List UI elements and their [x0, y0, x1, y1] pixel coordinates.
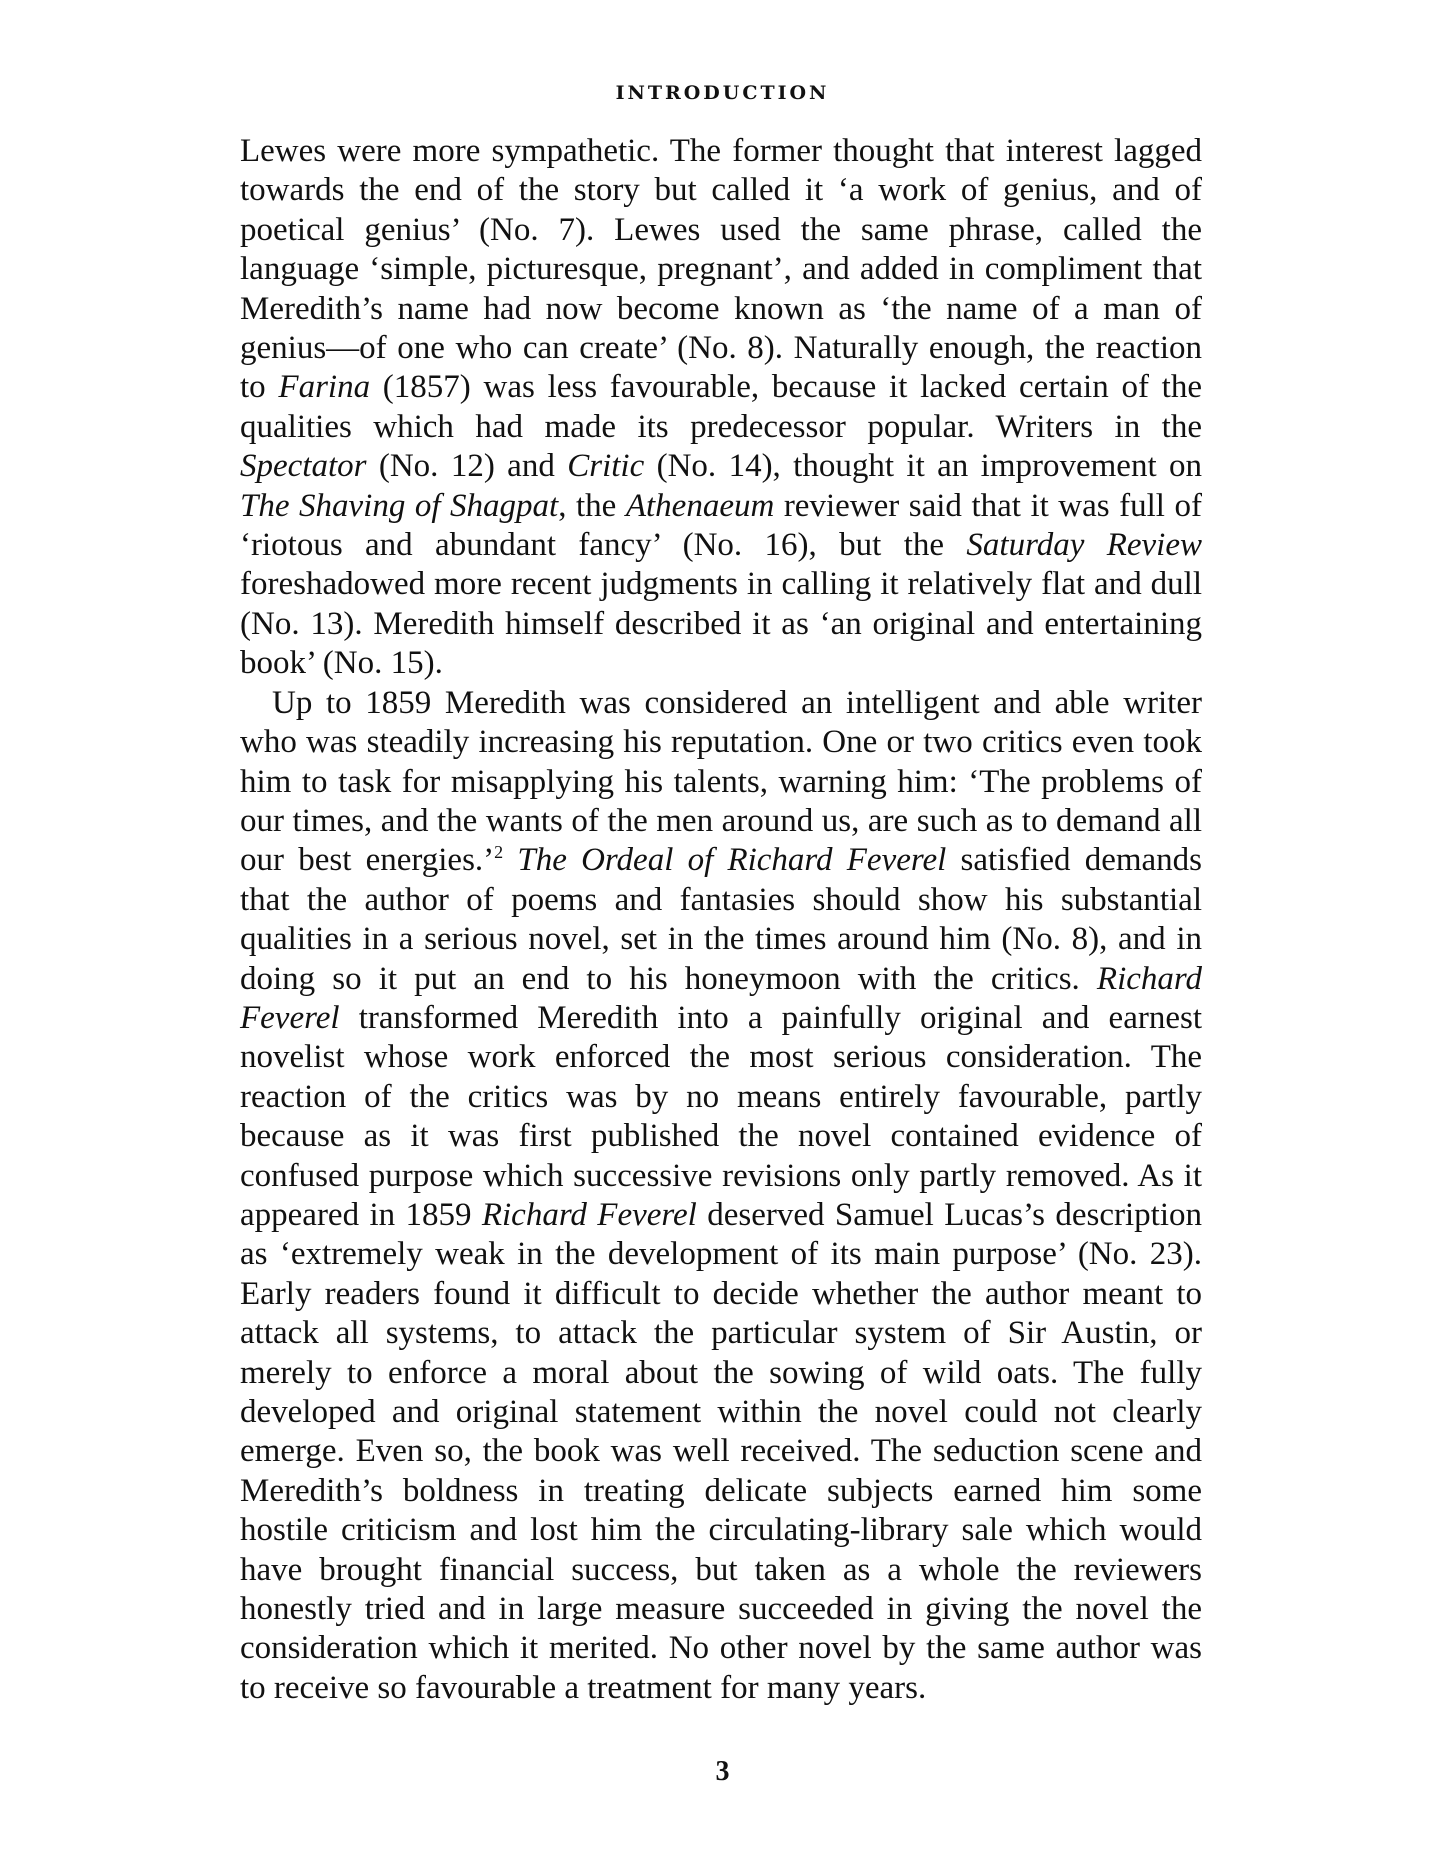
text-run: foreshadowed more recent judgments in calling it relatively flat and dull (No. 13). Meredith himself described it as ‘an original and entertaining book’ (No. 15). [240, 566, 1202, 682]
paragraph-1 [240, 132, 1202, 684]
text-run: Up to 1859 Meredith was considered an intelligent and able writer who was steadily increasing his reputation. One or two critics even took him to task for misapplying his talents, warning him: ‘The problems of our times, and the wants of the men around us, are such as to demand all our best energies.’ [240, 684, 1202, 879]
text-run: satisfied demands that the author of poems and fantasies should show his substantial qualities in a serious novel, set in the times around him (No. 8), and in doing so it put an end to his honeymoon with the critics. [240, 842, 1203, 997]
footnote-marker: 2 [494, 842, 504, 863]
title-spectator: Spectator [240, 448, 367, 485]
text-run: (No. 12) and [366, 448, 568, 485]
text-run: , the [558, 487, 626, 524]
title-richard-feverel: Richard Feverel [240, 960, 1202, 1036]
running-head: INTRODUCTION [615, 82, 830, 104]
title-shaving-of-shagpat: The Shaving of Shagpat [240, 487, 559, 524]
text-run: (No. 14), thought it an improvement on [644, 448, 1202, 485]
text-run: deserved Samuel Lucas’s description as ‘extremely weak in the development of its main purpose’ (No. 23). Early readers found it difficult to decide whether the author meant to attack all systems, to attack the particular system of Sir Austin, or merely to enforce a moral about the sowing of wild oats. The fully developed and original statement within the novel could not clearly emerge. Even so, the book was well received. The seduction scene and Meredith’s boldness in treating delicate subjects earned him some hostile criticism and lost him the circulating-library sale which would have brought financial success, but taken as a whole the reviewers honestly tried and in large measure succeeded in giving the novel the consideration which it merited. No other novel by the same author was to receive so favourable a treatment for many years. [240, 1196, 1202, 1706]
title-athenaeum: Athenaeum [625, 487, 775, 524]
text-run: reviewer said that it was full of ‘riotous and abundant fancy’ (No. 16), but the [240, 487, 1202, 564]
text-run: Lewes were more sympathetic. The former thought that interest lagged towards the end of the story but called it ‘a work of genius, and of poetical genius’ (No. 7). Lewes used the same phrase, called the language ‘simple, picturesque, pregnant’, and added in compliment that Meredith’s name had now become known as ‘the name of a man of genius—of one who can create’ (No. 8). Naturally enough, the reaction to [240, 133, 1202, 406]
text-run: transformed Meredith into a painfully original and earnest novelist whose work enforced the most serious consideration. The reaction of the critics was by no means entirely favourable, partly because as it was first published the novel contained evidence of confused purpose which successive revisions only partly removed. As it appeared in 1859 [240, 999, 1202, 1233]
title-richard-feverel: Richard Feverel [481, 1196, 697, 1233]
body-text [240, 132, 1202, 1708]
text-run: (1857) was less favourable, because it lacked certain of the qualities which had made its predecessor popular. Writers in the [240, 369, 1202, 445]
page-number: 3 [715, 1756, 730, 1787]
title-farina: Farina [278, 369, 371, 406]
title-saturday-review: Saturday Review [966, 527, 1202, 564]
title-critic: Critic [567, 448, 645, 485]
title-ordeal-of-richard-feverel: The Ordeal of Richard Feverel [517, 842, 947, 879]
paragraph-2 [240, 684, 1202, 1709]
